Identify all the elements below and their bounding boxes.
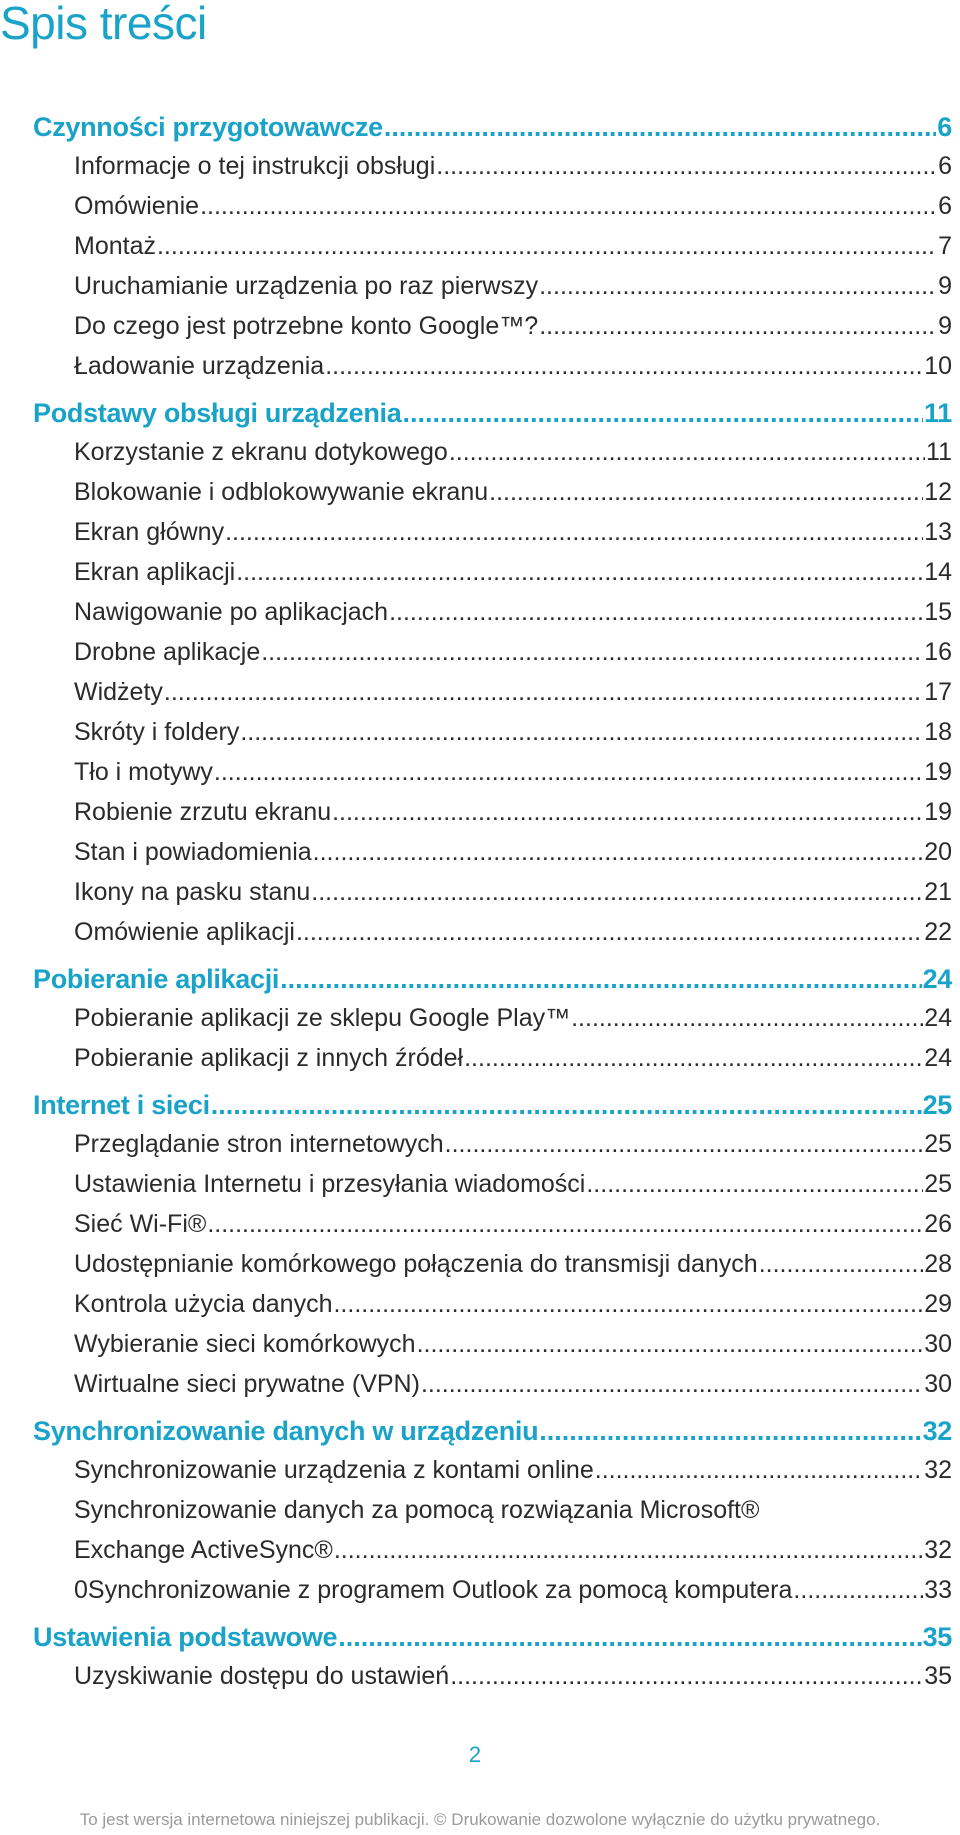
toc-section[interactable] xyxy=(0,1416,960,1456)
toc-item-title: Widżety xyxy=(74,678,163,706)
toc-leader xyxy=(539,312,937,341)
toc-leader xyxy=(445,1130,924,1159)
toc-item-title: 0Synchronizowanie z programem Outlook za pomocą komputera xyxy=(74,1576,793,1604)
toc-page-number: 26 xyxy=(924,1210,952,1238)
toc-item-title: Nawigowanie po aplikacjach xyxy=(74,598,389,626)
toc-leader xyxy=(225,518,923,547)
toc-item-title: Ekran główny xyxy=(74,518,225,546)
toc-item[interactable] xyxy=(0,1576,960,1616)
toc-item[interactable] xyxy=(0,352,960,392)
toc-page-number: 35 xyxy=(924,1662,952,1690)
toc-item-title: Synchronizowanie urządzenia z kontami online xyxy=(74,1456,594,1484)
toc-leader xyxy=(332,798,923,827)
toc-page-number: 9 xyxy=(938,272,952,300)
toc-item[interactable] xyxy=(0,758,960,798)
toc-leader xyxy=(586,1170,923,1199)
toc-item-title: Do czego jest potrzebne konto Google™? xyxy=(74,312,539,340)
toc-leader xyxy=(421,1370,923,1399)
toc-section-title: Internet i sieci xyxy=(33,1090,210,1120)
toc-leader xyxy=(571,1004,923,1033)
toc-page-number: 21 xyxy=(924,878,952,906)
toc-item-title: Blokowanie i odblokowywanie ekranu xyxy=(74,478,489,506)
toc-leader xyxy=(164,678,923,707)
toc-leader xyxy=(211,1090,922,1121)
toc-item-title: Stan i powiadomienia xyxy=(74,838,312,866)
toc-item-title: Korzystanie z ekranu dotykowego xyxy=(74,438,448,466)
toc-item[interactable] xyxy=(0,1210,960,1250)
toc-section-title: Ustawienia podstawowe xyxy=(33,1622,338,1652)
toc-section-title: Pobieranie aplikacji xyxy=(33,964,280,994)
toc-page-number: 9 xyxy=(938,312,952,340)
toc-leader xyxy=(793,1576,923,1605)
toc-item[interactable] xyxy=(0,438,960,478)
toc-section[interactable] xyxy=(0,964,960,1004)
toc-leader xyxy=(207,1210,923,1239)
toc-page-number: 24 xyxy=(922,964,952,994)
toc-item-title: Ustawienia Internetu i przesyłania wiadomości xyxy=(74,1170,586,1198)
toc-leader xyxy=(389,598,923,627)
toc-item[interactable] xyxy=(0,718,960,758)
toc-item-title: Wybieranie sieci komórkowych xyxy=(74,1330,416,1358)
toc-page-number: 30 xyxy=(924,1370,952,1398)
toc-item[interactable] xyxy=(0,518,960,558)
toc-page-number: 32 xyxy=(924,1456,952,1484)
toc-item-title: Exchange ActiveSync® xyxy=(74,1536,333,1564)
toc-leader xyxy=(325,352,923,381)
toc-item-title: Przeglądanie stron internetowych xyxy=(74,1130,444,1158)
toc-item[interactable] xyxy=(0,1370,960,1410)
toc-item[interactable] xyxy=(0,1004,960,1044)
toc-leader xyxy=(402,398,923,429)
toc-page-number: 25 xyxy=(922,1090,952,1120)
toc-leader xyxy=(464,1044,923,1073)
toc-section[interactable] xyxy=(0,1090,960,1130)
page-title: Spis treści xyxy=(0,0,207,49)
toc-item[interactable] xyxy=(0,1250,960,1290)
toc-page-number: 25 xyxy=(924,1130,952,1158)
toc-item[interactable] xyxy=(0,232,960,272)
toc-leader xyxy=(436,152,937,181)
toc-item[interactable] xyxy=(0,1290,960,1330)
toc-item-title: Informacje o tej instrukcji obsługi xyxy=(74,152,436,180)
toc-leader xyxy=(539,272,937,301)
toc-page-number: 33 xyxy=(924,1576,952,1604)
toc-leader xyxy=(338,1622,921,1653)
toc-leader xyxy=(311,878,923,907)
toc-page-number: 16 xyxy=(924,638,952,666)
toc-page-number: 15 xyxy=(924,598,952,626)
toc-page-number: 6 xyxy=(938,192,952,220)
toc-page-number: 11 xyxy=(926,438,952,466)
toc-leader xyxy=(759,1250,923,1279)
toc-leader xyxy=(450,1662,923,1691)
toc-item[interactable] xyxy=(0,312,960,352)
toc-leader xyxy=(280,964,921,995)
toc-leader xyxy=(296,918,923,947)
toc-item-title: Uzyskiwanie dostępu do ustawień xyxy=(74,1662,450,1690)
toc-item[interactable] xyxy=(0,838,960,878)
toc-item[interactable] xyxy=(0,678,960,718)
toc-item-title: Tło i motywy xyxy=(74,758,213,786)
toc-leader xyxy=(489,478,923,507)
toc-page-number: 35 xyxy=(922,1622,952,1652)
toc-item-title: Robienie zrzutu ekranu xyxy=(74,798,332,826)
toc-page-number: 7 xyxy=(938,232,952,260)
toc-item[interactable] xyxy=(0,478,960,518)
toc-item[interactable] xyxy=(0,1456,960,1496)
toc-leader xyxy=(539,1416,921,1447)
toc-page-number: 17 xyxy=(924,678,952,706)
toc-leader xyxy=(384,112,936,143)
toc-leader xyxy=(595,1456,923,1485)
toc-item-title: Pobieranie aplikacji ze sklepu Google Play™ xyxy=(74,1004,571,1032)
toc-page-number: 30 xyxy=(924,1330,952,1358)
toc-item-title: Ładowanie urządzenia xyxy=(74,352,325,380)
toc-leader xyxy=(157,232,937,261)
toc-page-number: 6 xyxy=(937,112,952,142)
toc-leader xyxy=(261,638,923,667)
toc-item-title: Ikony na pasku stanu xyxy=(74,878,311,906)
toc-item-title: Udostępnianie komórkowego połączenia do transmisji danych xyxy=(74,1250,758,1278)
toc-page-number: 11 xyxy=(924,398,952,428)
toc-item-title: Montaż xyxy=(74,232,156,260)
table-of-contents xyxy=(0,112,960,1702)
toc-item[interactable] xyxy=(0,1130,960,1170)
toc-item[interactable] xyxy=(0,598,960,638)
toc-item[interactable] xyxy=(0,798,960,838)
toc-leader xyxy=(240,718,923,747)
toc-page-number: 6 xyxy=(938,152,952,180)
toc-item[interactable] xyxy=(0,558,960,598)
toc-page-number: 18 xyxy=(924,718,952,746)
toc-item-title: Uruchamianie urządzenia po raz pierwszy xyxy=(74,272,539,300)
toc-page-number: 24 xyxy=(924,1044,952,1072)
toc-section-title: Podstawy obsługi urządzenia xyxy=(33,398,402,428)
toc-page-number: 25 xyxy=(924,1170,952,1198)
toc-leader xyxy=(333,1290,923,1319)
toc-leader xyxy=(200,192,937,221)
toc-item-title: Omówienie xyxy=(74,192,200,220)
toc-page-number: 14 xyxy=(924,558,952,586)
toc-section[interactable] xyxy=(0,1622,960,1662)
toc-page-number: 22 xyxy=(924,918,952,946)
toc-page-number: 20 xyxy=(924,838,952,866)
toc-item[interactable] xyxy=(0,272,960,312)
toc-page-number: 12 xyxy=(924,478,952,506)
toc-item-title: Synchronizowanie danych za pomocą rozwiązania Microsoft® xyxy=(74,1496,760,1524)
toc-leader xyxy=(449,438,925,467)
toc-section-title: Czynności przygotowawcze xyxy=(33,112,383,142)
toc-page-number: 28 xyxy=(924,1250,952,1278)
toc-item-title: Kontrola użycia danych xyxy=(74,1290,333,1318)
toc-section[interactable] xyxy=(0,398,960,438)
toc-section[interactable] xyxy=(0,112,960,152)
toc-leader xyxy=(214,758,923,787)
toc-item-title: Omówienie aplikacji xyxy=(74,918,295,946)
toc-item[interactable] xyxy=(0,1496,960,1536)
toc-page-number: 19 xyxy=(924,798,952,826)
toc-item-title: Ekran aplikacji xyxy=(74,558,236,586)
toc-page-number: 32 xyxy=(922,1416,952,1446)
toc-page-number: 13 xyxy=(924,518,952,546)
toc-item[interactable] xyxy=(0,1662,960,1702)
page-number: 2 xyxy=(468,1742,482,1767)
toc-section-title: Synchronizowanie danych w urządzeniu xyxy=(33,1416,539,1446)
toc-item[interactable] xyxy=(0,638,960,678)
toc-page-number: 32 xyxy=(924,1536,952,1564)
toc-item-title: Pobieranie aplikacji z innych źródeł xyxy=(74,1044,464,1072)
toc-item[interactable] xyxy=(0,1044,960,1084)
footer-notice: To jest wersja internetowa niniejszej publikacji. © Drukowanie dozwolone wyłącznie do użytku prywatnego. xyxy=(79,1810,881,1829)
toc-leader xyxy=(417,1330,924,1359)
toc-item[interactable] xyxy=(0,192,960,232)
toc-item-title: Wirtualne sieci prywatne (VPN) xyxy=(74,1370,420,1398)
toc-item-title: Drobne aplikacje xyxy=(74,638,261,666)
toc-item[interactable] xyxy=(0,878,960,918)
toc-page-number: 29 xyxy=(924,1290,952,1318)
toc-page-number: 24 xyxy=(924,1004,952,1032)
toc-item[interactable] xyxy=(0,152,960,192)
toc-item[interactable] xyxy=(0,1330,960,1370)
toc-leader xyxy=(313,838,924,867)
toc-item-continued[interactable] xyxy=(0,1536,960,1576)
toc-item-title: Skróty i foldery xyxy=(74,718,240,746)
toc-leader xyxy=(236,558,923,587)
toc-leader xyxy=(334,1536,923,1565)
toc-item[interactable] xyxy=(0,1170,960,1210)
toc-item-title: Sieć Wi-Fi® xyxy=(74,1210,207,1238)
toc-item[interactable] xyxy=(0,918,960,958)
toc-page-number: 10 xyxy=(924,352,952,380)
toc-page-number: 19 xyxy=(924,758,952,786)
